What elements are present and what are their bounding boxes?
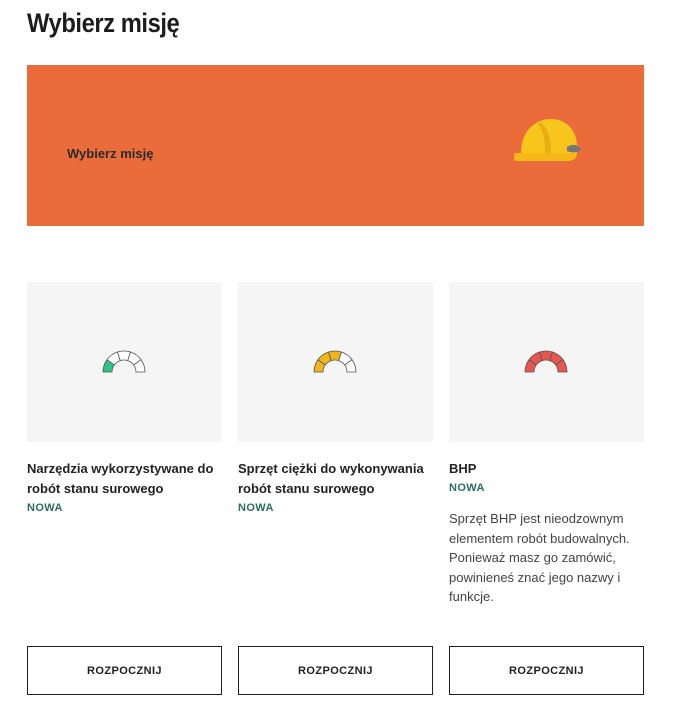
mission-title: BHP (449, 461, 477, 476)
mission-card[interactable] (238, 282, 433, 514)
mission-card[interactable] (449, 282, 644, 607)
new-badge: NOWA (27, 502, 63, 514)
mission-title: Sprzęt ciężki do wykonywania robót stanu surowego (238, 461, 424, 496)
start-button[interactable]: ROZPOCZNIJ (27, 646, 222, 695)
start-button[interactable]: ROZPOCZNIJ (449, 646, 644, 695)
difficulty-gauge-icon (523, 348, 569, 374)
hard-hat-icon (511, 113, 583, 171)
page-title: Wybierz misję (27, 8, 180, 38)
mission-banner (27, 65, 644, 226)
new-badge: NOWA (449, 482, 485, 494)
difficulty-gauge-icon (101, 348, 147, 374)
start-button[interactable]: ROZPOCZNIJ (238, 646, 433, 695)
mission-thumbnail (27, 282, 222, 442)
mission-title: Narzędzia wykorzystywane do robót stanu surowego (27, 461, 214, 496)
mission-thumbnail (238, 282, 433, 442)
mission-card[interactable] (27, 282, 222, 514)
mission-description: Sprzęt BHP jest nieodzownym elementem robót budowalnych. Ponieważ masz go zamówić, powinieneś znać jego nazwy i funkcje. (449, 511, 630, 604)
mission-thumbnail (449, 282, 644, 442)
banner-label: Wybierz misję (67, 146, 154, 161)
difficulty-gauge-icon (312, 348, 358, 374)
new-badge: NOWA (238, 502, 274, 514)
